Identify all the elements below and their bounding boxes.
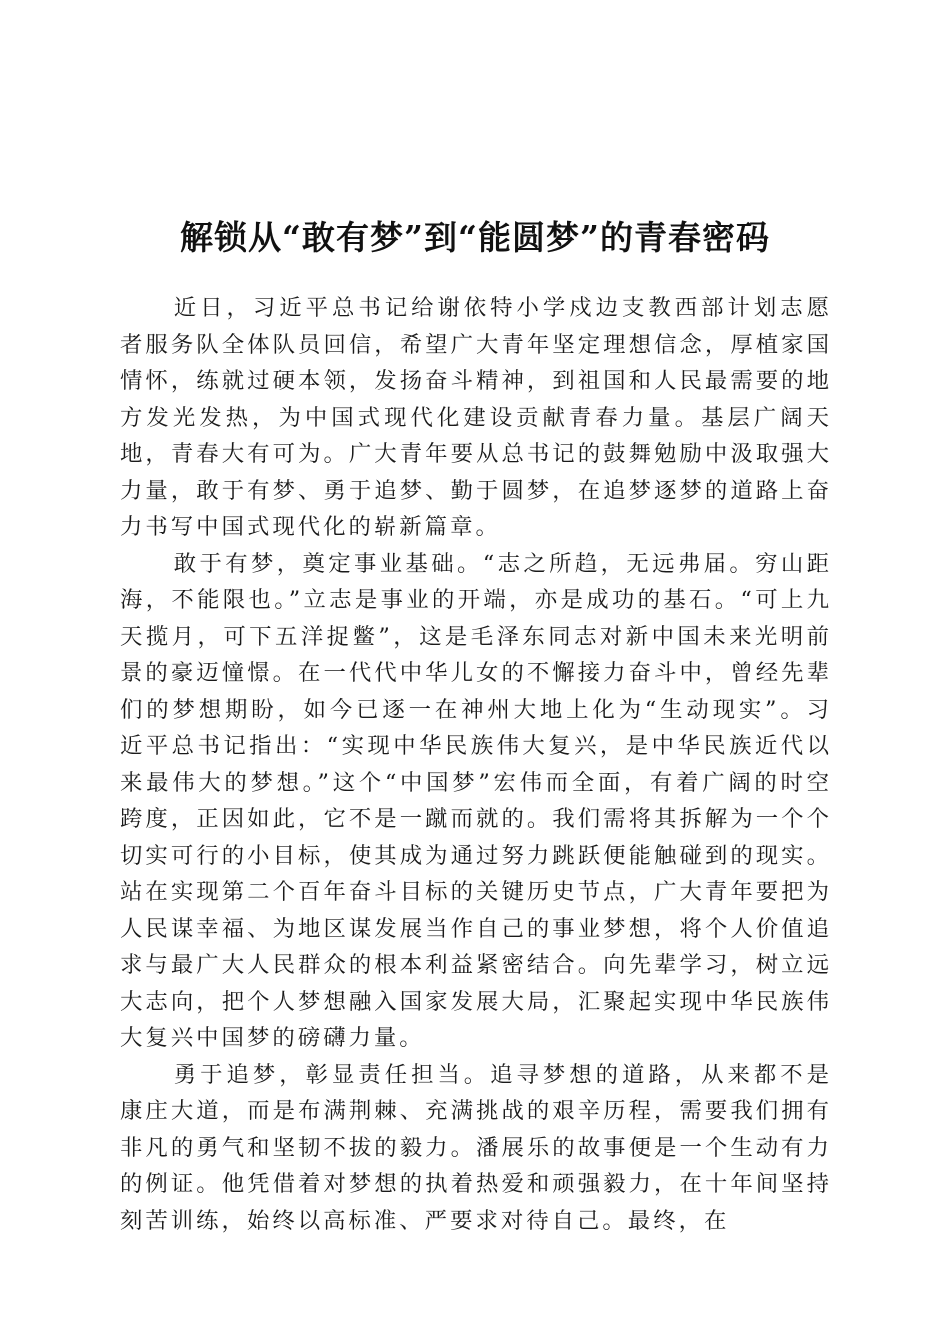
document-body bbox=[120, 290, 832, 1239]
paragraph: 敢于有梦，奠定事业基础。“志之所趋，无远弗届。穷山距海，不能限也。”立志是事业的开端，亦是成功的基石。“可上九天揽月，可下五洋捉鳖”，这是毛泽东同志对新中国未来光明前景的豪迈憧憬。在一代代中华儿女的不懈接力奋斗中，曾经先辈们的梦想期盼，如今已逐一在神州大地上化为“生动现实”。习近平总书记指出：“实现中华民族伟大复兴，是中华民族近代以来最伟大的梦想。”这个“中国梦”宏伟而全面，有着广阔的时空跨度，正因如此，它不是一蹴而就的。我们需将其拆解为一个个切实可行的小目标，使其成为通过努力跳跃便能触碰到的现实。站在实现第二个百年奋斗目标的关键历史节点，广大青年要把为人民谋幸福、为地区谋发展当作自己的事业梦想，将个人价值追求与最广大人民群众的根本利益紧密结合。向先辈学习，树立远大志向，把个人梦想融入国家发展大局，汇聚起实现中华民族伟大复兴中国梦的磅礴力量。 bbox=[120, 550, 832, 1051]
document-title: 解锁从“敢有梦”到“能圆梦”的青春密码 bbox=[180, 218, 770, 258]
paragraph: 勇于追梦，彰显责任担当。追寻梦想的道路，从来都不是康庄大道，而是布满荆棘、充满挑战的艰辛历程，需要我们拥有非凡的勇气和坚韧不拔的毅力。潘展乐的故事便是一个生动有力的例证。他凭借着对梦想的执着热爱和顽强毅力，在十年间坚持刻苦训练，始终以高标准、严要求对待自己。最终，在 bbox=[120, 1061, 832, 1234]
paragraph: 近日，习近平总书记给谢依特小学戍边支教西部计划志愿者服务队全体队员回信，希望广大青年坚定理想信念，厚植家国情怀，练就过硬本领，发扬奋斗精神，到祖国和人民最需要的地方发光发热，为中国式现代化建设贡献青春力量。基层广阔天地，青春大有可为。广大青年要从总书记的鼓舞勉励中汲取强大力量，敢于有梦、勇于追梦、勤于圆梦，在追梦逐梦的道路上奋力书写中国式现代化的崭新篇章。 bbox=[120, 295, 832, 540]
